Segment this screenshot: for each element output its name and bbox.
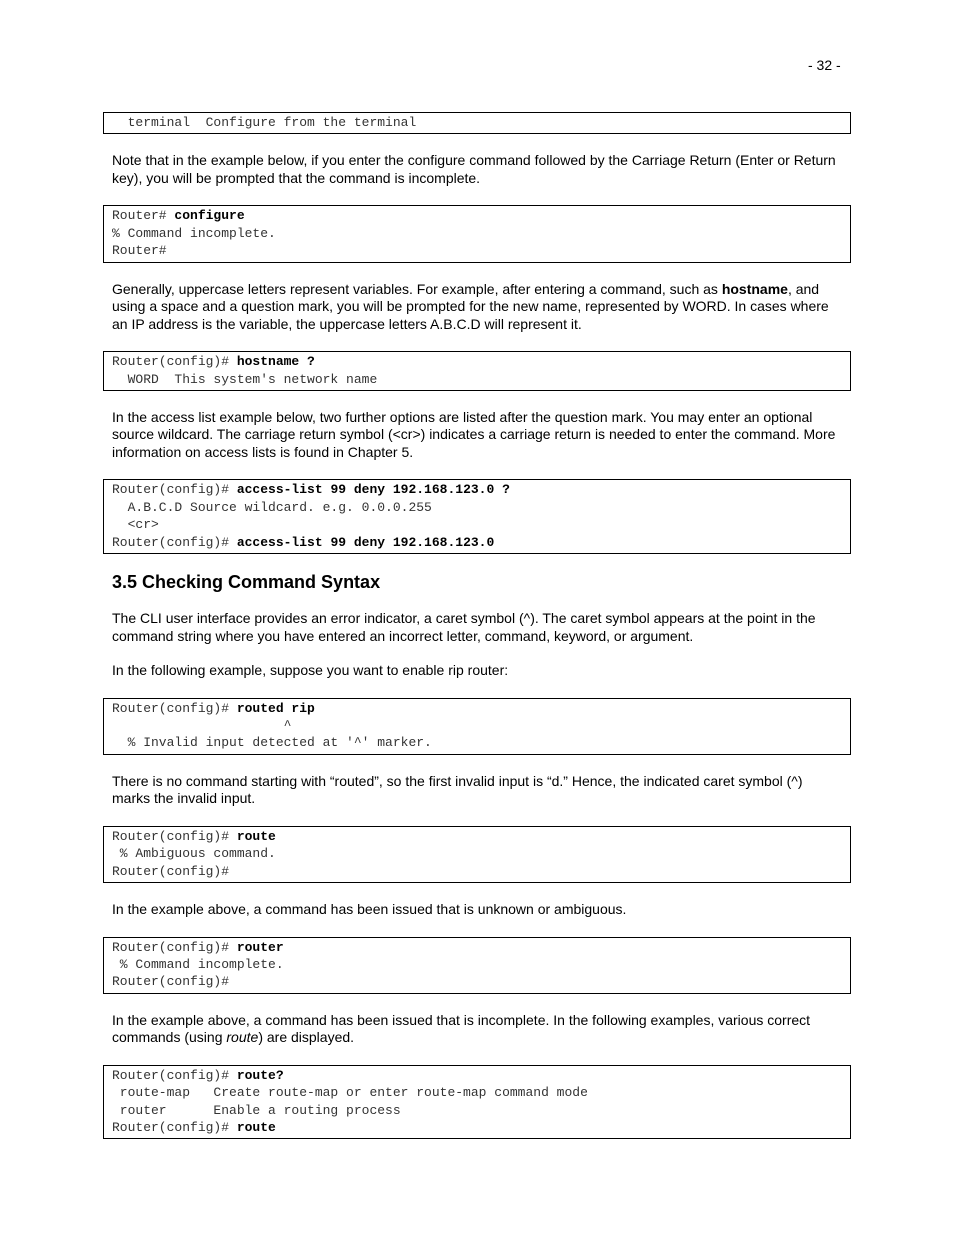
cli-line	[112, 700, 842, 717]
cli-line	[112, 973, 842, 990]
paragraph	[103, 610, 851, 645]
cli-line	[112, 863, 842, 880]
cli-text: % Command incomplete.	[112, 225, 276, 241]
text-run: Note that in the example below, if you enter the configure command followed by the Carriage Return (Enter or Return key), you will be prompted that the command is incomplete.	[112, 152, 836, 186]
cli-line	[112, 1084, 842, 1101]
cli-line	[112, 481, 842, 498]
cli-line	[112, 242, 842, 259]
text-run: In the example above, a command has been issued that is incomplete. In the following examples, various correct commands (using	[112, 1011, 811, 1046]
cli-text: Router(config)#	[112, 828, 237, 844]
cli-line	[112, 734, 842, 751]
cli-line	[112, 499, 842, 516]
cli-command: route	[236, 828, 276, 844]
cli-line	[112, 353, 842, 370]
cli-text: route-map Create route-map or enter route-map command mode	[112, 1085, 588, 1101]
page-number: - 32 -	[808, 57, 841, 73]
cli-line	[112, 207, 842, 224]
cli-example-box	[103, 479, 851, 554]
text-run: There is no command starting with “routed”, so the first invalid input is “d.” Hence, the indicated caret symbol (^) marks the invalid input.	[112, 772, 803, 807]
cli-text: % Command incomplete.	[112, 956, 284, 972]
cli-text: WORD This system's network name	[112, 371, 378, 387]
cli-command: hostname ?	[236, 354, 315, 370]
cli-text: Router(config)#	[112, 974, 230, 990]
cli-text: % Ambiguous command.	[112, 846, 276, 862]
cli-text: Router(config)#	[112, 354, 237, 370]
cli-text: A.B.C.D Source wildcard. e.g. 0.0.0.255	[112, 499, 432, 515]
cli-command: access-list 99 deny 192.168.123.0 ?	[236, 482, 510, 498]
cli-example-box	[103, 937, 851, 994]
cli-example-box	[103, 826, 851, 883]
cli-line	[112, 828, 842, 845]
cli-example-box	[103, 1065, 851, 1140]
cli-line	[112, 225, 842, 242]
text-run: ) are displayed.	[258, 1029, 355, 1046]
cli-command: route?	[236, 1067, 284, 1083]
cli-line	[112, 717, 842, 734]
cli-command: routed rip	[236, 700, 315, 716]
cli-line	[112, 1102, 842, 1119]
cli-text: Router#	[112, 208, 175, 224]
cli-example-box	[103, 205, 851, 262]
cli-line	[112, 956, 842, 973]
cli-text: ^	[112, 717, 292, 733]
paragraph	[103, 662, 851, 680]
cli-text: Router(config)#	[112, 939, 237, 955]
cli-line	[112, 114, 842, 131]
section-heading: 3.5 Checking Command Syntax	[112, 572, 381, 593]
cli-command: router	[236, 939, 284, 955]
cli-text: Router#	[112, 243, 167, 259]
document-body	[103, 112, 851, 1139]
cli-example-box	[103, 112, 851, 134]
paragraph	[103, 901, 851, 919]
cli-example-box	[103, 698, 851, 755]
cli-line	[112, 1119, 842, 1136]
text-run: In the following example, suppose you want to enable rip router:	[112, 662, 509, 679]
cli-text: Router(config)#	[112, 482, 237, 498]
cli-line	[112, 939, 842, 956]
cli-text: router Enable a routing process	[112, 1102, 401, 1118]
cli-text: % Invalid input detected at '^' marker.	[112, 735, 432, 751]
cli-command: access-list 99 deny 192.168.123.0	[236, 534, 495, 550]
cli-line	[112, 516, 842, 533]
cli-text: <cr>	[112, 517, 159, 533]
cli-line	[112, 534, 842, 551]
text-run: In the example above, a command has been issued that is unknown or ambiguous.	[112, 901, 627, 917]
text-run: Generally, uppercase letters represent variables. For example, after entering a command, such as	[112, 280, 722, 297]
text-run: In the access list example below, two further options are listed after the question mark. You may enter an optional source wildcard. The carriage return symbol (<cr>) indicates a carriage return is needed to enter the command. More information on access lists is found in Chapter 5.	[112, 408, 836, 460]
cli-text: Router(config)#	[112, 534, 237, 550]
cli-command: configure	[174, 208, 245, 224]
paragraph	[103, 1012, 851, 1047]
bold-term: hostname	[721, 280, 788, 297]
cli-text: Router(config)#	[112, 1067, 237, 1083]
cli-line	[112, 1067, 842, 1084]
paragraph	[103, 409, 851, 462]
cli-example-box	[103, 351, 851, 391]
text-run: , and using a space and a question mark, you will be prompted for the new name, represented by WORD. In cases where an IP address is the variable, the uppercase letters A.B.C.D will represent it.	[112, 280, 829, 332]
cli-text: Router(config)#	[112, 1119, 237, 1135]
cli-text: terminal Configure from the terminal	[112, 115, 417, 130]
paragraph	[103, 773, 851, 808]
cli-text: Router(config)#	[112, 700, 237, 716]
italic-term: route	[226, 1029, 259, 1046]
paragraph	[103, 152, 851, 187]
cli-text: Router(config)#	[112, 863, 230, 879]
cli-line	[112, 845, 842, 862]
cli-line	[112, 371, 842, 388]
cli-command: route	[236, 1119, 276, 1135]
text-run: The CLI user interface provides an error indicator, a caret symbol (^). The caret symbol appears at the point in the command string where you have entered an incorrect letter, command, keyword, or argument.	[112, 610, 816, 644]
paragraph	[103, 281, 851, 334]
